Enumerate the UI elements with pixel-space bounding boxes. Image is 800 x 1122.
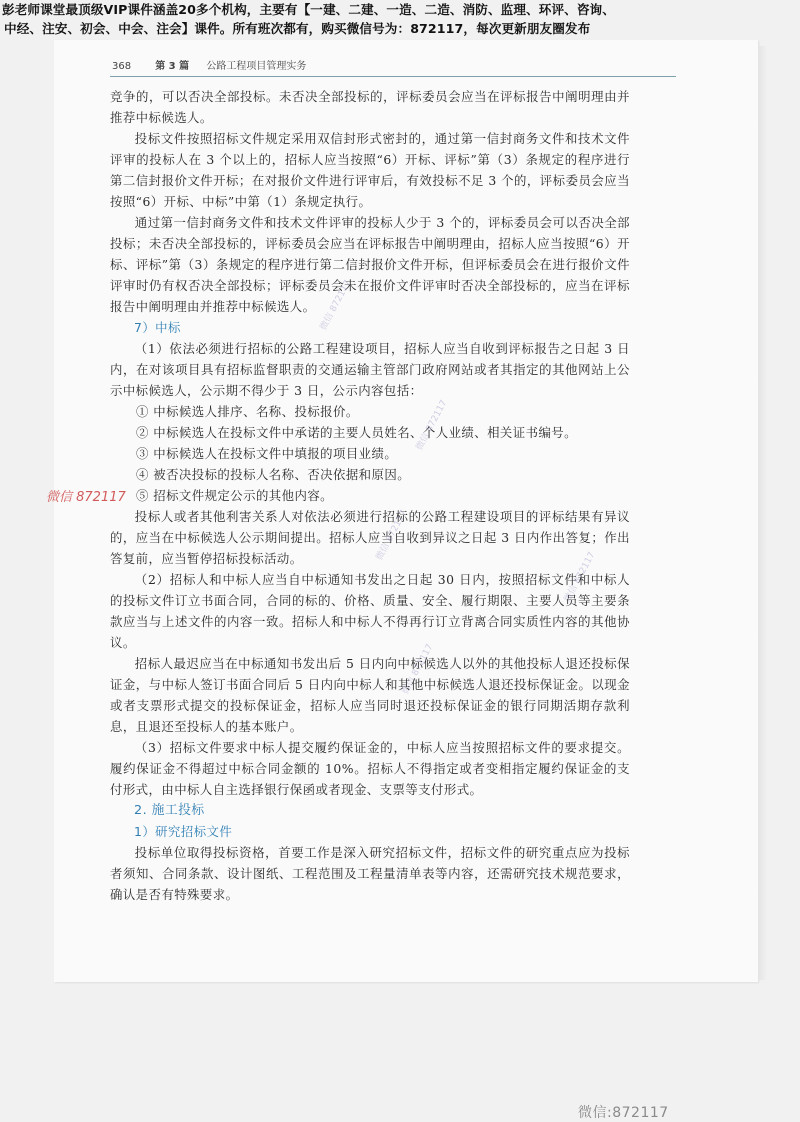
book-title: 公路工程项目管理实务: [206, 61, 307, 72]
paragraph: 通过第一信封商务文件和技术文件评审的投标人少于 3 个的，评标委员会可以否决全部投标；未否决全部投标的，评标委员会应当在评标报告中阐明理由，招标人应当按照“6）开标、评标”第（3）条规定的程序进行第二信封报价文件开标，但评标委员会在进行报价文件评审时仍有权否决全部投标；评标委员会未在报价文件评审时否决全部投标的，应当在评标报告中阐明理由并推荐中标候选人。: [110, 215, 630, 314]
running-header: [112, 60, 672, 74]
paragraph: 投标文件按照招标文件规定采用双信封形式密封的，通过第一信封商务文件和技术文件评审的投标人在 3 个以上的，招标人应当按照“6）开标、评标”第（3）条规定的程序进行第二信封报价文件开标；在对报价文件进行评审后，有效投标不足 3 个的，评标委员会应当按照“6）开标、中标”中第（1）条规定执行。: [110, 131, 630, 209]
watermark-faint: 微信 872117: [374, 508, 410, 563]
list-item: ③ 中标候选人在投标文件中填报的项目业绩。: [136, 446, 398, 461]
watermark-faint: 微信 872117: [400, 642, 436, 697]
section-heading-award: 7）中标: [134, 320, 181, 335]
page-number: 368: [112, 61, 132, 72]
header-divider: [110, 76, 676, 77]
paragraph: 投标人或者其他利害关系人对依法必须进行招标的公路工程建设项目的评标结果有异议的，应当在中标候选人公示期间提出。招标人应当自收到异议之日起 3 日内作出答复；作出答复前，应当暂停招标投标活动。: [110, 509, 630, 566]
paragraph: 投标单位取得投标资格，首要工作是深入研究招标文件，招标文件的研究重点应为投标者须知、合同条款、设计图纸、工程范围及工程量清单表等内容，还需研究技术规范要求，确认是否有特殊要求。: [110, 845, 630, 902]
list-item: ① 中标候选人排序、名称、投标报价。: [136, 404, 359, 419]
list-item: ④ 被否决投标的投标人名称、否决依据和原因。: [136, 467, 411, 482]
list-item: ② 中标候选人在投标文件中承诺的主要人员姓名、个人业绩、相关证书编号。: [136, 425, 577, 440]
promo-banner: [0, 0, 800, 38]
promo-banner-line-2: 中经、注安、初会、中会、注会】课件。所有班次都有，购买微信号为：872117，每次更新朋友圈发布: [4, 21, 591, 36]
part-label: 第 3 篇: [155, 61, 190, 72]
section-heading-construction-bid: 2. 施工投标: [134, 803, 205, 818]
watermark-faint: 微信 872117: [318, 278, 354, 333]
page-body: [110, 86, 630, 905]
paragraph: （1）依法必须进行招标的公路工程建设项目，招标人应当自收到评标报告之日起 3 日内，在对该项目具有招标监督职责的交通运输主管部门政府网站或者其指定的其他网站上公示中标候选人，公示期不得少于 3 日，公示内容包括：: [110, 341, 630, 398]
paragraph: 招标人最迟应当在中标通知书发出后 5 日内向中标候选人以外的其他投标人退还投标保证金，与中标人签订书面合同后 5 日内向中标人和其他中标候选人退还投标保证金。以现金或者支票形式提交的投标保证金，招标人应当同时退还投标保证金的银行同期活期存款利息，且退还至投标人的基本账户。: [110, 656, 630, 734]
promo-banner-line-1: 彭老师课堂最顶级VIP课件涵盖20多个机构，主要有【一建、二建、一造、二造、消防、监理、环评、咨询、: [2, 2, 615, 17]
watermark-footer: 微信:872117: [578, 1105, 669, 1121]
paragraph: （2）招标人和中标人应当自中标通知书发出之日起 30 日内，按照招标文件和中标人的投标文件订立书面合同，合同的标的、价格、质量、安全、履行期限、主要人员等主要条款应当与上述文件的内容一致。招标人和中标人不得再行订立背离合同实质性内容的其他协议。: [110, 572, 630, 650]
section-heading-study-documents: 1）研究招标文件: [134, 824, 233, 839]
paragraph: 竞争的，可以否决全部投标。未否决全部投标的，评标委员会应当在评标报告中阐明理由并推荐中标候选人。: [110, 89, 630, 125]
watermark-side: 微信 872117: [46, 490, 126, 505]
watermark-faint: 微信 872117: [414, 398, 450, 453]
page-edge: [758, 46, 766, 980]
watermark-faint: 微信 872117: [562, 550, 598, 605]
paragraph: （3）招标文件要求中标人提交履约保证金的，中标人应当按照招标文件的要求提交。履约保证金不得超过中标合同金额的 10%。招标人不得指定或者变相指定履约保证金的支付形式，由中标人自主选择银行保函或者现金、支票等支付形式。: [110, 740, 630, 797]
list-item: ⑤ 招标文件规定公示的其他内容。: [136, 488, 333, 503]
